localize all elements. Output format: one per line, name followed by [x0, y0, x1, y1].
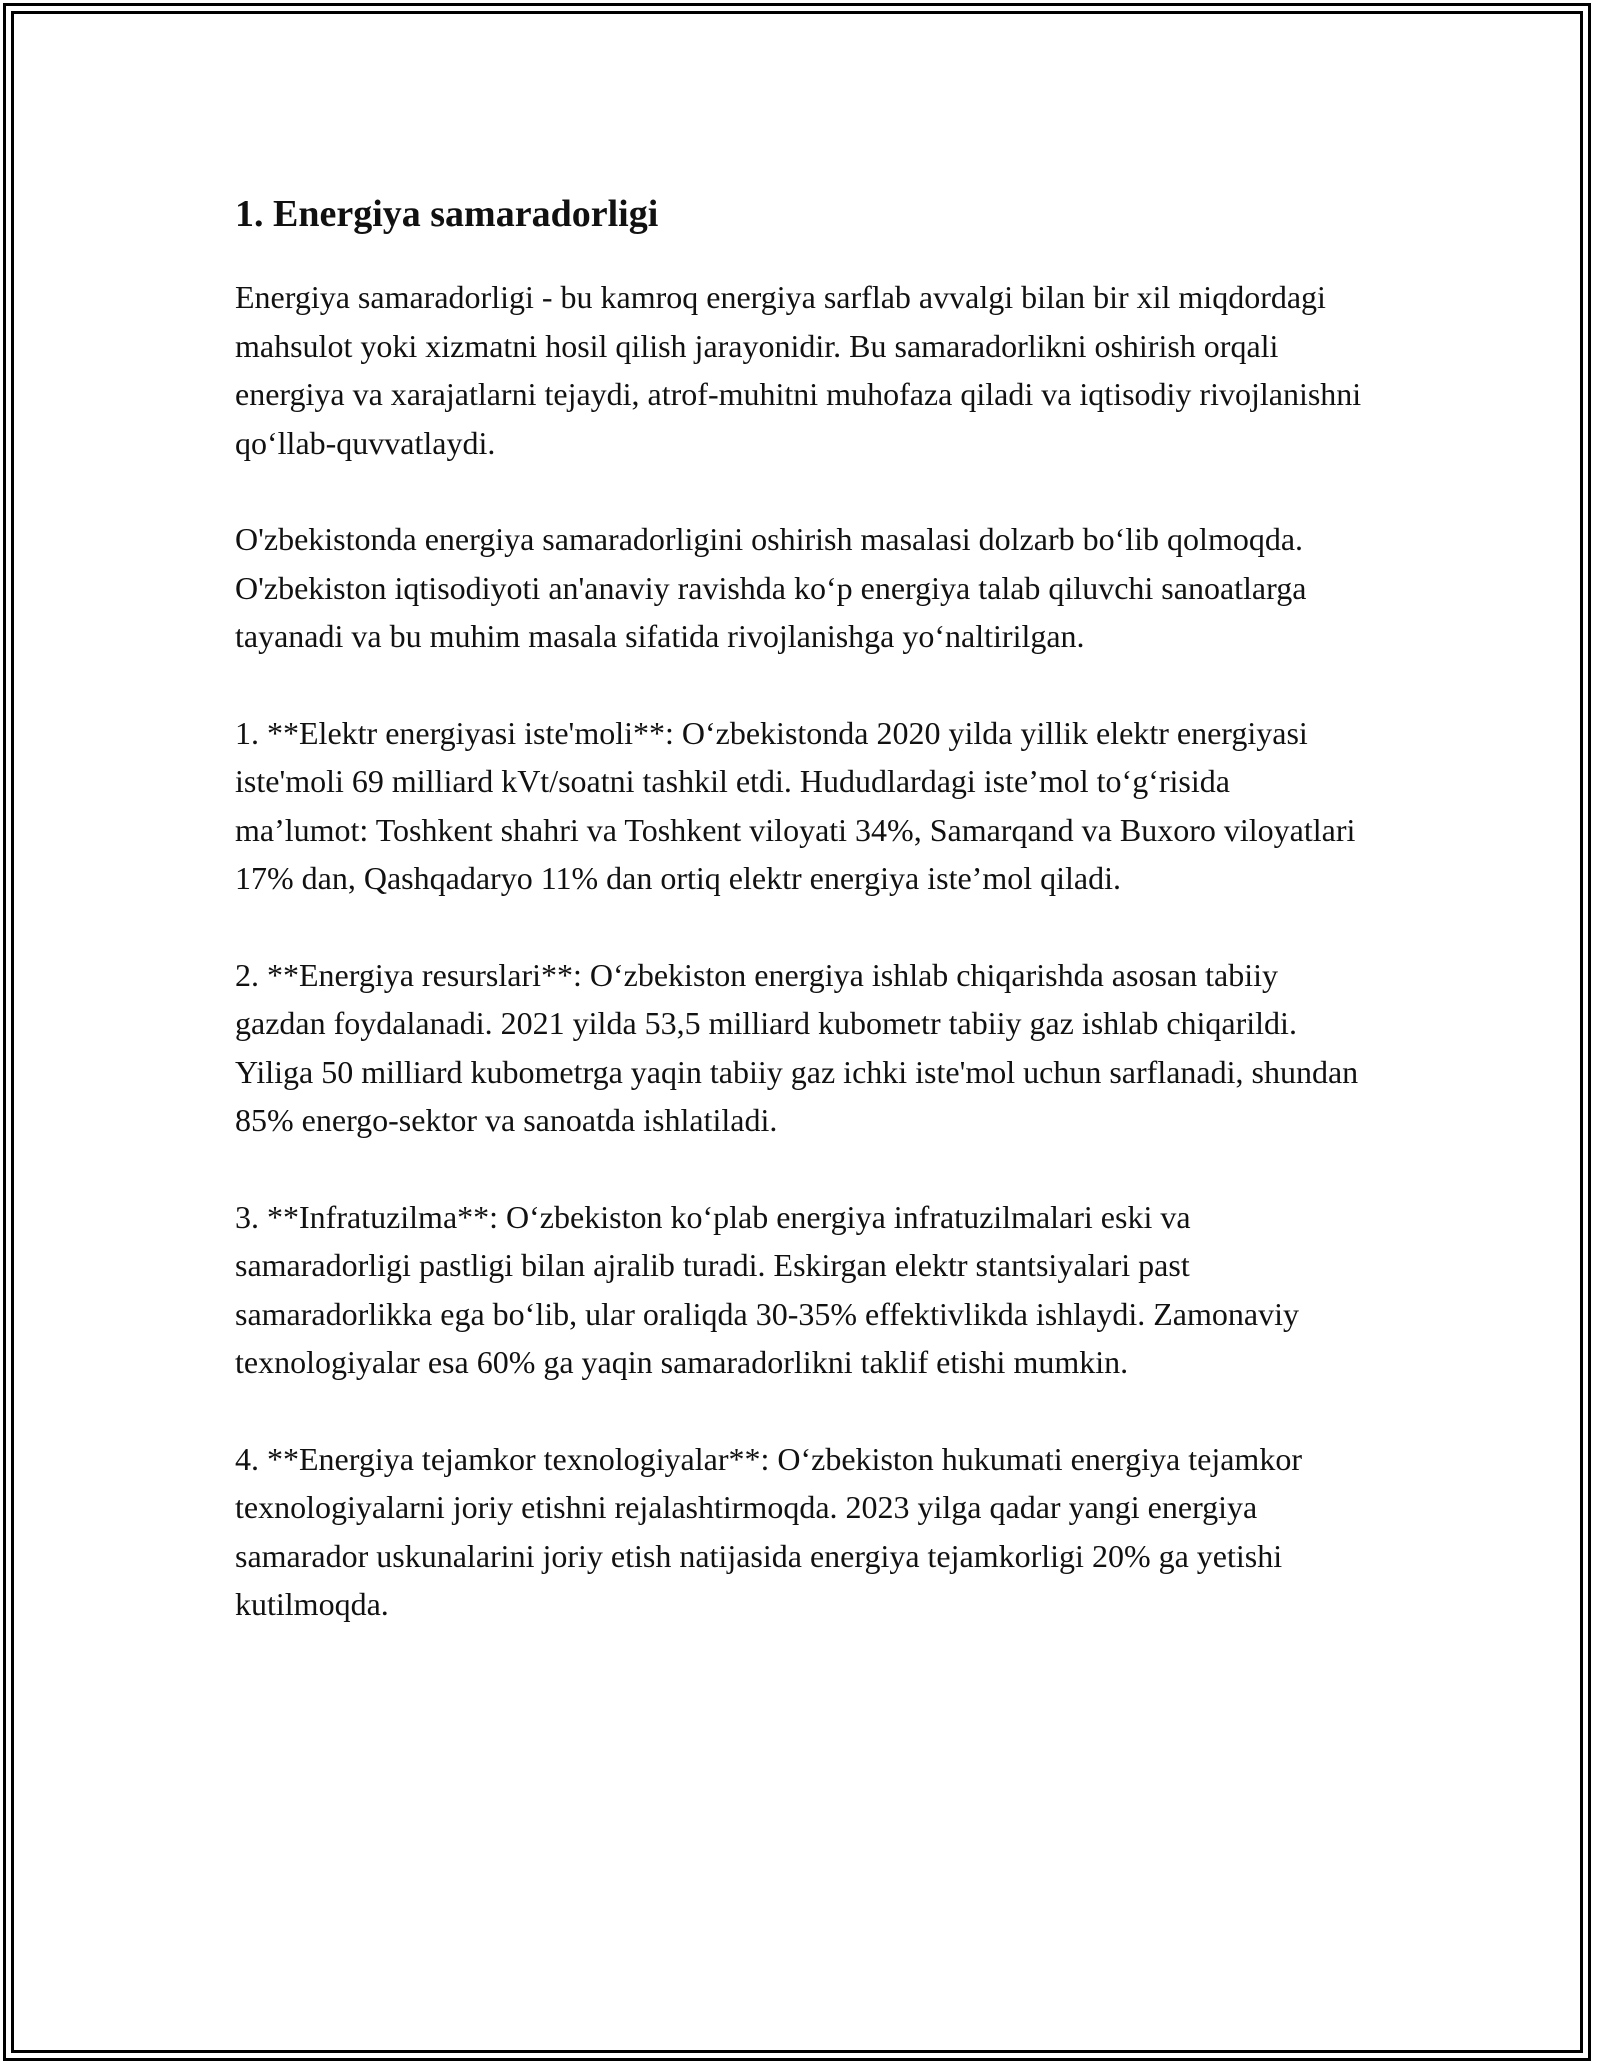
document-body: [235, 185, 1365, 1677]
paragraph-energy-resources: 2. **Energiya resurslari**: O‘zbekiston energiya ishlab chiqarishda asosan tabiiy gazdan foydalanadi. 2021 yilda 53,5 milliard kubometr tabiiy gaz ishlab chiqarildi. Yiliga 50 milliard kubometrga yaqin tabiiy gaz ichki iste'mol uchun sarflanadi, shundan 85% energo-sektor va sanoatda ishlatiladi.: [235, 956, 1359, 1138]
paragraph-infrastructure: 3. **Infratuzilma**: O‘zbekiston ko‘plab energiya infratuzilmalari eski va samaradorligi pastligi bilan ajralib turadi. Eskirgan elektr stantsiyalari past samaradorlikka ega bo‘lib, ular oraliqda 30-35% effektivlikda ishlaydi. Zamonaviy texnologiyalar esa 60% ga yaqin samaradorlikni taklif etishi mumkin.: [235, 1198, 1299, 1380]
paragraph-efficient-technologies: 4. **Energiya tejamkor texnologiyalar**: O‘zbekiston hukumati energiya tejamkor texnologiyalarni joriy etishni rejalashtirmoqda. 2023 yilga qadar yangi energiya samarador uskunalarini joriy etish natijasida energiya tejamkorligi 20% ga yetishi kutilmoqda.: [235, 1440, 1302, 1622]
paragraph-electricity-consumption: 1. **Elektr energiyasi iste'moli**: O‘zbekistonda 2020 yilda yillik elektr energiyasi iste'moli 69 milliard kVt/soatni tashkil etdi. Hududlardagi iste’mol to‘g‘risida ma’lumot: Toshkent shahri va Toshkent viloyati 34%, Samarqand va Buxoro viloyatlari 17% dan, Qashqadaryo 11% dan ortiq elektr energiya iste’mol qiladi.: [235, 714, 1356, 896]
paragraph-uzbekistan-context: O'zbekistonda energiya samaradorligini oshirish masalasi dolzarb bo‘lib qolmoqda. O'zbekiston iqtisodiyoti an'anaviy ravishda ko‘p energiya talab qiluvchi sanoatlarga tayanadi va bu muhim masala sifatida rivojlanishga yo‘naltirilgan.: [235, 521, 1307, 654]
paragraph-intro: Energiya samaradorligi - bu kamroq energiya sarflab avvalgi bilan bir xil miqdordagi mahsulot yoki xizmatni hosil qilish jarayonidir. Bu samaradorlikni oshirish orqali energiya va xarajatlarni tejaydi, atrof-muhitni muhofaza qiladi va iqtisodiy rivojlanishni qo‘llab-quvvatlaydi.: [235, 279, 1362, 461]
page-title: 1. Energiya samaradorligi: [235, 193, 659, 235]
